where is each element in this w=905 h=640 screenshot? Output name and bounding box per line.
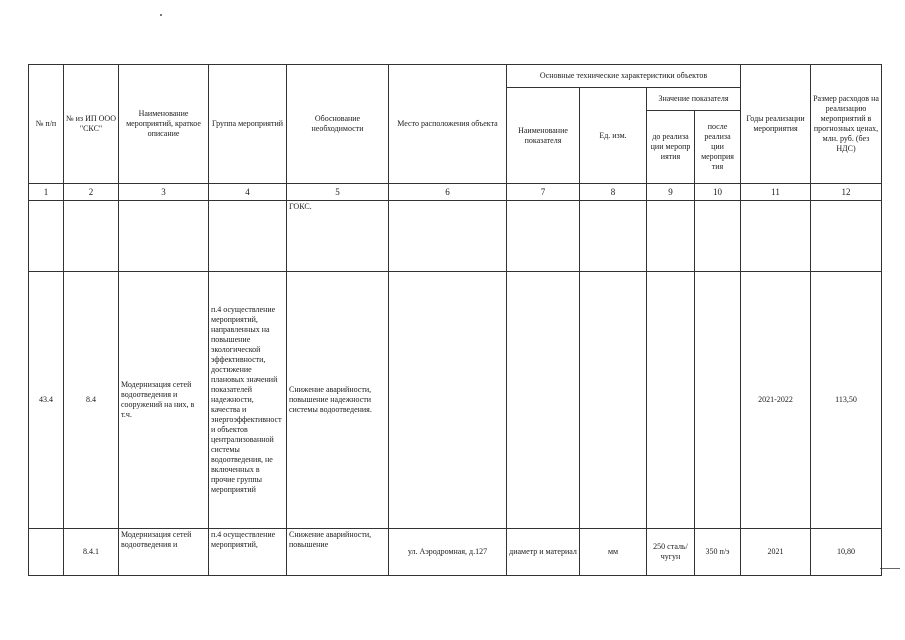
cell-measure-group: п.4 осуществление мероприятий, направленных на повышение экологической эффективности, достижение плановых значений показателей надежности, качества и энергоэффективности объектов централизованной системы водоотведения, не включенных в прочие группы мероприятий (209, 272, 287, 529)
header-indicator-value: Значение показателя (647, 88, 741, 111)
column-number: 7 (507, 184, 580, 201)
table-row (29, 272, 882, 529)
column-number-row (29, 184, 882, 201)
cell-before (647, 272, 695, 529)
column-number: 8 (580, 184, 647, 201)
cell-location: ул. Аэродромная, д.127 (389, 529, 507, 576)
table-row (29, 529, 882, 576)
cell-num (29, 529, 64, 576)
scan-edge-mark (880, 568, 900, 569)
header-measure-name: Наименование мероприятий, краткое описание (119, 65, 209, 184)
header-num: № п/п (29, 65, 64, 184)
column-number: 10 (695, 184, 741, 201)
header-before: до реализа ции меропр иятия (647, 111, 695, 184)
column-number: 12 (811, 184, 882, 201)
cell-after: 350 п/э (695, 529, 741, 576)
cell-measure-name: Модернизация сетей водоотведения и (119, 529, 209, 576)
cell-costs: 10,80 (811, 529, 882, 576)
cell-location (389, 272, 507, 529)
cell-unit: мм (580, 529, 647, 576)
header-tech-characteristics: Основные технические характеристики объектов (507, 65, 741, 88)
header-years: Годы реализации мероприятия (741, 65, 811, 184)
column-number: 9 (647, 184, 695, 201)
column-number: 11 (741, 184, 811, 201)
table-row (29, 201, 882, 272)
header-indicator-name: Наименование показателя (507, 88, 580, 184)
cell-before: 250 сталь/чугун (647, 529, 695, 576)
measures-table (28, 64, 882, 576)
cell-location (389, 201, 507, 272)
cell-num (29, 201, 64, 272)
header-ip-number: № из ИП ООО "СКС" (64, 65, 119, 184)
cell-justification: ГОКС. (287, 201, 389, 272)
column-number: 1 (29, 184, 64, 201)
cell-measure-group: п.4 осуществление мероприятий, (209, 529, 287, 576)
column-number: 3 (119, 184, 209, 201)
header-row-1 (29, 65, 882, 88)
header-justification: Обоснование необходимости (287, 65, 389, 184)
column-number: 2 (64, 184, 119, 201)
cell-years: 2021-2022 (741, 272, 811, 529)
scan-speck (160, 14, 162, 16)
cell-unit (580, 272, 647, 529)
cell-after (695, 201, 741, 272)
cell-unit (580, 201, 647, 272)
cell-ip-number (64, 201, 119, 272)
cell-costs: 113,50 (811, 272, 882, 529)
cell-indicator-name (507, 201, 580, 272)
cell-years (741, 201, 811, 272)
cell-before (647, 201, 695, 272)
cell-after (695, 272, 741, 529)
cell-costs (811, 201, 882, 272)
header-costs: Размер расходов на реализацию мероприятий в прогнозных ценах, млн. руб. (без НДС) (811, 65, 882, 184)
cell-ip-number: 8.4.1 (64, 529, 119, 576)
cell-years: 2021 (741, 529, 811, 576)
cell-justification: Снижение аварийности, повышение надежности системы водоотведения. (287, 272, 389, 529)
column-number: 6 (389, 184, 507, 201)
header-unit: Ед. изм. (580, 88, 647, 184)
header-location: Место расположения объекта (389, 65, 507, 184)
header-after: после реализа ции мероприя тия (695, 111, 741, 184)
column-number: 5 (287, 184, 389, 201)
cell-ip-number: 8.4 (64, 272, 119, 529)
cell-indicator-name: диаметр и материал (507, 529, 580, 576)
cell-measure-name: Модернизация сетей водоотведения и сооружений на них, в т.ч. (119, 272, 209, 529)
cell-num: 43.4 (29, 272, 64, 529)
cell-measure-group (209, 201, 287, 272)
cell-measure-name (119, 201, 209, 272)
cell-justification: Снижение аварийности, повышение (287, 529, 389, 576)
column-number: 4 (209, 184, 287, 201)
cell-indicator-name (507, 272, 580, 529)
header-measure-group: Группа мероприятий (209, 65, 287, 184)
